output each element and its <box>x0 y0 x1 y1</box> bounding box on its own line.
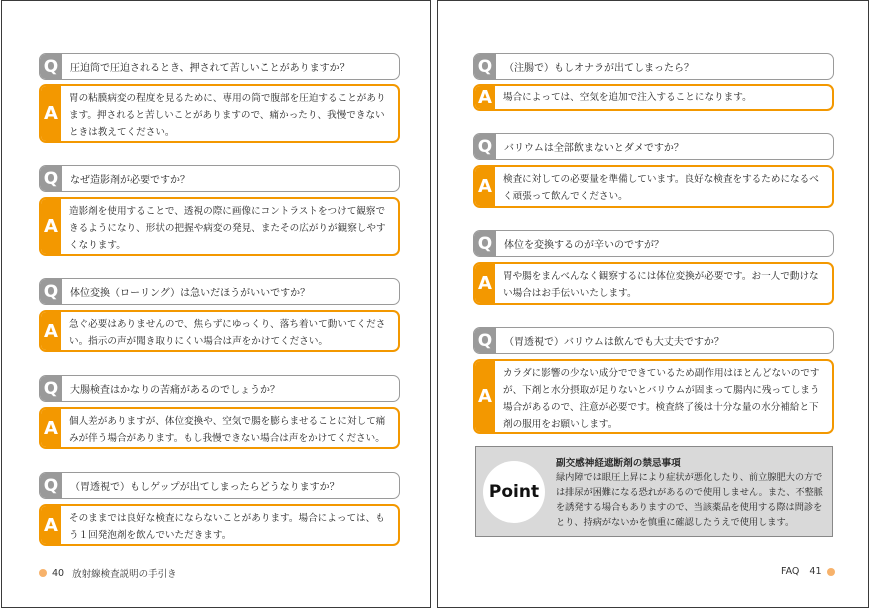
footer-dot-icon <box>39 569 47 577</box>
right-footer <box>781 566 835 577</box>
page-number: 41 <box>809 566 822 577</box>
footer-title: 放射線検査説明の手引き <box>72 569 177 580</box>
q-badge: Q <box>40 54 62 79</box>
question-text: 体位を変換するのが辛いのですが？ <box>504 240 664 251</box>
page-number: 40 <box>52 567 65 579</box>
answer-text: カラダに影響の少ない成分でできているため副作用はほとんどないのですが、下剤と水分摂取が足りないとバリウムが固まって腸内に残ってしまう場合があるので、注意が必要です。検査終了後は十分な量の水分補給と下剤の服用をお願いします。 <box>503 368 820 430</box>
left-page <box>1 0 431 608</box>
a-badge: A <box>41 506 61 544</box>
answer-row <box>473 359 834 434</box>
question-row <box>473 230 834 257</box>
question-row <box>39 165 400 192</box>
question-text: バリウムは全部飲まないとダメですか？ <box>504 143 684 154</box>
question-text: 大腸検査はかなりの苦痛があるのでしょうか？ <box>70 385 280 396</box>
right-page <box>437 0 869 608</box>
a-badge: A <box>475 361 495 432</box>
answer-row <box>39 407 400 449</box>
q-badge: Q <box>40 376 62 401</box>
question-text: 圧迫筒で圧迫されるとき、押されて苦しいことがありますか？ <box>70 63 350 74</box>
a-badge: A <box>475 86 495 109</box>
point-body: 緑内障では眼圧上昇により症状が悪化したり、前立腺肥大の方では排尿が困難になる恐れがあるので使用しません。また、不整脈を誘発する場合もありますので、当該薬品を使用する際は問診をとり、持病がないかを慎重に確認したうえで使用します。 <box>556 472 823 528</box>
question-text: （胃透視で）バリウムは飲んでも大丈夫ですか？ <box>504 337 724 348</box>
q-badge: Q <box>40 473 62 498</box>
question-text: 体位変換（ローリング）は急いだほうがいいですか？ <box>70 288 311 299</box>
question-row <box>473 53 834 80</box>
point-title: 副交感神経遮断剤の禁忌事項 <box>556 458 681 469</box>
answer-row <box>473 165 834 208</box>
answer-row <box>39 310 400 352</box>
point-badge: Point <box>483 461 545 523</box>
answer-row <box>39 504 400 546</box>
question-row <box>473 327 834 354</box>
answer-text: そのままでは良好な検査にならないことがあります。場合によっては、もう１回発泡剤を飲んでいただきます。 <box>69 513 385 541</box>
answer-row <box>39 84 400 143</box>
answer-row <box>473 262 834 305</box>
a-badge: A <box>41 86 61 141</box>
question-row <box>473 133 834 160</box>
question-text: なぜ造影剤が必要ですか？ <box>70 175 190 186</box>
q-badge: Q <box>40 279 62 304</box>
point-box <box>475 446 833 537</box>
a-badge: A <box>41 409 61 447</box>
answer-text: 急ぐ必要はありませんので、焦らずにゆっくり、落ち着いて動いてください。指示の声が聞き取りにくい場合は声をかけてください。 <box>69 319 386 347</box>
question-row <box>39 53 400 80</box>
answer-text: 検査に対しての必要量を準備しています。良好な検査をするためになるべく頑張って飲んでください。 <box>503 174 819 202</box>
question-row <box>39 472 400 499</box>
a-badge: A <box>475 264 495 303</box>
footer-label: FAQ <box>781 566 800 577</box>
q-badge: Q <box>474 134 496 159</box>
answer-text: 場合によっては、空気を追加で注入することになります。 <box>503 92 752 103</box>
q-badge: Q <box>40 166 62 191</box>
answer-text: 個人差がありますが、体位変換や、空気で腸を膨らませることに対して痛みが伴う場合があります。もし我慢できない場合は声をかけてください。 <box>69 416 386 444</box>
answer-text: 造影剤を使用することで、透視の際に画像にコントラストをつけて観察できるようになり、形状の把握や病変の発見、またその広がりが観察しやすくなります。 <box>69 206 386 251</box>
answer-text: 胃や腸をまんべんなく観察するには体位変換が必要です。お一人で動けない場合はお手伝いいたします。 <box>503 271 819 299</box>
question-row <box>39 375 400 402</box>
question-text: （注腸で）もしオナラが出てしまったら？ <box>504 63 694 74</box>
a-badge: A <box>41 312 61 350</box>
answer-text: 胃の粘膜病変の程度を見るために、専用の筒で腹部を圧迫することがあります。押されると苦しいことがありますので、痛かったり、我慢できないときは教えてください。 <box>69 93 386 138</box>
q-badge: Q <box>474 54 496 79</box>
a-badge: A <box>475 167 495 206</box>
question-row <box>39 278 400 305</box>
a-badge: A <box>41 199 61 254</box>
q-badge: Q <box>474 231 496 256</box>
answer-row <box>39 197 400 256</box>
q-badge: Q <box>474 328 496 353</box>
left-footer <box>39 566 177 580</box>
footer-dot-icon <box>827 568 835 576</box>
question-text: （胃透視で）もしゲップが出てしまったらどうなりますか？ <box>70 482 340 493</box>
answer-row <box>473 84 834 111</box>
